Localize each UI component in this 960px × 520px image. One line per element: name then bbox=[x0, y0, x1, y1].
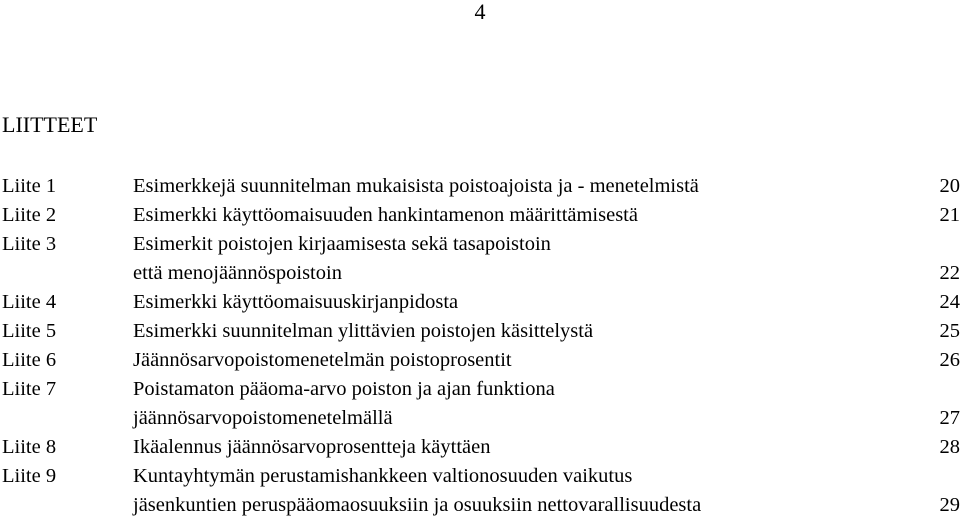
appendix-page-number: 24 bbox=[939, 291, 960, 313]
appendix-list bbox=[0, 172, 960, 520]
appendix-entry-line bbox=[0, 433, 960, 462]
appendix-page-number: 29 bbox=[939, 494, 960, 516]
appendix-page-number: 25 bbox=[939, 320, 960, 342]
appendix-title: Esimerkki käyttöomaisuuskirjanpidosta bbox=[133, 291, 459, 313]
appendix-title: Poistamaton pääoma-arvo poiston ja ajan funktiona bbox=[133, 378, 555, 400]
appendix-title: jäsenkuntien peruspääomaosuuksiin ja osuuksiin nettovarallisuudesta bbox=[133, 494, 702, 516]
appendix-entry-line bbox=[0, 230, 960, 259]
appendix-title: Esimerkki suunnitelman ylittävien poistojen käsittelystä bbox=[133, 320, 594, 342]
appendices-heading: LIITTEET bbox=[2, 112, 98, 137]
appendix-title: jäännösarvopoistomenetelmällä bbox=[133, 407, 393, 429]
appendix-page-number: 20 bbox=[939, 175, 960, 197]
appendix-title: Esimerkit poistojen kirjaamisesta sekä tasapoistoin bbox=[133, 233, 551, 255]
page-number: 4 bbox=[474, 0, 486, 24]
appendix-entry-line bbox=[0, 201, 960, 230]
appendix-label: Liite 4 bbox=[2, 291, 57, 313]
appendix-title: Esimerkki käyttöomaisuuden hankintamenon määrittämisestä bbox=[133, 204, 638, 226]
appendix-title: Kuntayhtymän perustamishankkeen valtionosuuden vaikutus bbox=[133, 465, 633, 487]
appendix-label: Liite 2 bbox=[2, 204, 57, 226]
appendix-label: Liite 5 bbox=[2, 320, 57, 342]
appendix-entry-line bbox=[0, 462, 960, 491]
appendix-entry-line bbox=[0, 375, 960, 404]
appendix-entry-line bbox=[0, 317, 960, 346]
appendix-title: Jäännösarvopoistomenetelmän poistoprosentit bbox=[133, 349, 512, 371]
appendix-label: Liite 9 bbox=[2, 465, 57, 487]
appendix-title: että menojäännöspoistoin bbox=[133, 262, 342, 284]
appendix-entry-line bbox=[0, 259, 960, 288]
appendix-page-number: 26 bbox=[939, 349, 960, 371]
appendix-page-number: 22 bbox=[939, 262, 960, 284]
appendix-page-number: 21 bbox=[939, 204, 960, 226]
appendix-page-number: 28 bbox=[939, 436, 960, 458]
appendix-title: Ikäalennus jäännösarvoprosentteja käyttäen bbox=[133, 436, 491, 458]
appendix-label: Liite 3 bbox=[2, 233, 57, 255]
appendix-entry-line bbox=[0, 346, 960, 375]
appendix-label: Liite 8 bbox=[2, 436, 57, 458]
appendix-title: Esimerkkejä suunnitelman mukaisista poistoajoista ja - menetelmistä bbox=[133, 175, 699, 197]
appendix-entry-line bbox=[0, 404, 960, 433]
appendix-entry-line bbox=[0, 288, 960, 317]
appendix-label: Liite 7 bbox=[2, 378, 57, 400]
appendix-entry-line bbox=[0, 491, 960, 520]
appendix-label: Liite 1 bbox=[2, 175, 57, 197]
appendix-entry-line bbox=[0, 172, 960, 201]
appendix-page-number: 27 bbox=[939, 407, 960, 429]
appendix-label: Liite 6 bbox=[2, 349, 57, 371]
